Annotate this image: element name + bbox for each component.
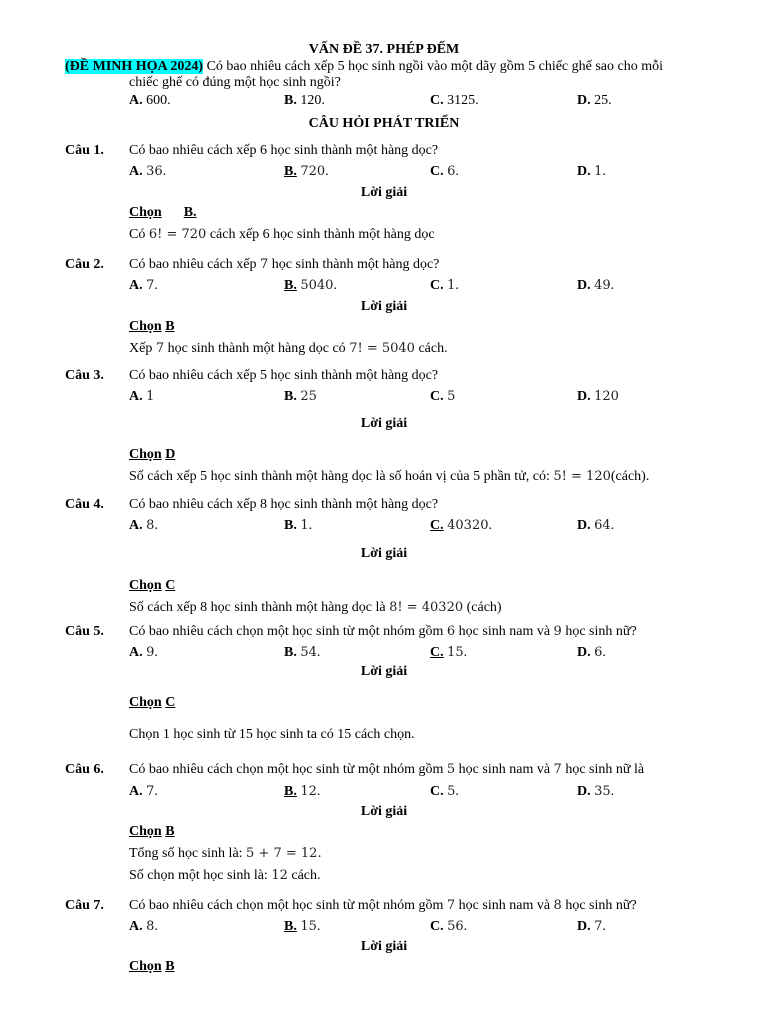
option-d: D. 7.	[577, 919, 606, 934]
question-text: Có bao nhiêu cách xếp 7 học sinh thành một hàng dọc?	[129, 257, 440, 272]
solution-label: Lời giải	[360, 299, 408, 314]
option-b: B. 1.	[284, 518, 313, 533]
solution-label: Lời giải	[360, 804, 408, 819]
answer-line: Chọn D	[129, 447, 176, 462]
explanation: Số cách xếp 5 học sinh thành một hàng dọc là số hoán vị của 5 phần tử, có: 5! = 120(cách).	[129, 469, 650, 484]
option-d: D. 49.	[577, 278, 615, 293]
option-a: A. 7.	[129, 784, 158, 799]
option-b: B. 12.	[284, 784, 321, 799]
question-text: Có bao nhiêu cách chọn một học sinh từ một nhóm gồm 5 học sinh nam và 7 học sinh nữ là	[129, 762, 645, 777]
option-b: B. 5040.	[284, 278, 337, 293]
answer-line: Chọn C	[129, 695, 176, 710]
option-c: C. 5	[430, 389, 456, 404]
option-c: C. 1.	[430, 278, 459, 293]
question-text: Có bao nhiêu cách chọn một học sinh từ một nhóm gồm 7 học sinh nam và 8 học sinh nữ?	[129, 898, 637, 913]
explanation: Có 6! = 720 cách xếp 6 học sinh thành một hàng dọc	[129, 227, 435, 242]
option-a: A. 8.	[129, 518, 158, 533]
answer-line: Chọn C	[129, 578, 176, 593]
intro-line2: chiếc ghế có đúng một học sinh ngồi?	[129, 75, 341, 90]
intro-option-d: D. 25.	[577, 93, 612, 108]
option-d: D. 35.	[577, 784, 615, 799]
explanation: Số chọn một học sinh là: 12 cách.	[129, 868, 321, 883]
answer-line: Chọn B	[129, 824, 175, 839]
option-c: C. 6.	[430, 164, 459, 179]
answer-line: Chọn B	[129, 319, 175, 334]
option-d: D. 1.	[577, 164, 606, 179]
solution-label: Lời giải	[360, 546, 408, 561]
option-a: A. 1	[129, 389, 155, 404]
question-number: Câu 2.	[65, 257, 104, 272]
question-number: Câu 7.	[65, 898, 104, 913]
answer-line: Chọn B	[129, 959, 175, 974]
explanation: Xếp 7 học sinh thành một hàng dọc có 7! = 5040 cách.	[129, 341, 448, 356]
option-b: B. 720.	[284, 164, 329, 179]
option-d: D. 120	[577, 389, 619, 404]
question-number: Câu 4.	[65, 497, 104, 512]
page-title: VẤN ĐỀ 37. PHÉP ĐẾM	[308, 42, 460, 57]
option-b: B. 15.	[284, 919, 321, 934]
option-c: C. 40320.	[430, 518, 492, 533]
intro-line1: Có bao nhiêu cách xếp 5 học sinh ngồi vào một dãy gồm 5 chiếc ghế sao cho mỗi	[206, 59, 664, 74]
solution-label: Lời giải	[360, 939, 408, 954]
solution-label: Lời giải	[360, 664, 408, 679]
intro-tag: (ĐỀ MINH HỌA 2024)	[65, 59, 204, 74]
option-a: A. 9.	[129, 645, 158, 660]
section-heading: CÂU HỎI PHÁT TRIỂN	[308, 116, 460, 131]
question-text: Có bao nhiêu cách xếp 6 học sinh thành một hàng dọc?	[129, 143, 439, 158]
explanation: Chọn 1 học sinh từ 15 học sinh ta có 15 cách chọn.	[129, 727, 415, 742]
option-b: B. 25	[284, 389, 317, 404]
intro-option-c: C. 3125.	[430, 93, 479, 108]
question-number: Câu 6.	[65, 762, 104, 777]
question-text: Có bao nhiêu cách xếp 5 học sinh thành một hàng dọc?	[129, 368, 439, 383]
option-d: D. 64.	[577, 518, 615, 533]
question-number: Câu 3.	[65, 368, 104, 383]
option-c: C. 5.	[430, 784, 459, 799]
intro-option-a: A. 600.	[129, 93, 171, 108]
question-number: Câu 1.	[65, 143, 104, 158]
option-a: A. 7.	[129, 278, 158, 293]
question-number: Câu 5.	[65, 624, 104, 639]
question-text: Có bao nhiêu cách chọn một học sinh từ một nhóm gồm 6 học sinh nam và 9 học sinh nữ?	[129, 624, 637, 639]
solution-label: Lời giải	[360, 416, 408, 431]
explanation: Tổng số học sinh là: 5 + 7 = 12.	[129, 846, 322, 861]
intro-question	[65, 59, 663, 75]
option-c: C. 56.	[430, 919, 468, 934]
solution-label: Lời giải	[360, 185, 408, 200]
answer-line: Chọn B.	[129, 205, 197, 220]
option-c: C. 15.	[430, 645, 468, 660]
intro-option-b: B. 120.	[284, 93, 325, 108]
option-a: A. 8.	[129, 919, 158, 934]
explanation: Số cách xếp 8 học sinh thành một hàng dọc là 8! = 40320 (cách)	[129, 600, 502, 615]
option-a: A. 36.	[129, 164, 167, 179]
option-d: D. 6.	[577, 645, 606, 660]
question-text: Có bao nhiêu cách xếp 8 học sinh thành một hàng dọc?	[129, 497, 439, 512]
option-b: B. 54.	[284, 645, 321, 660]
